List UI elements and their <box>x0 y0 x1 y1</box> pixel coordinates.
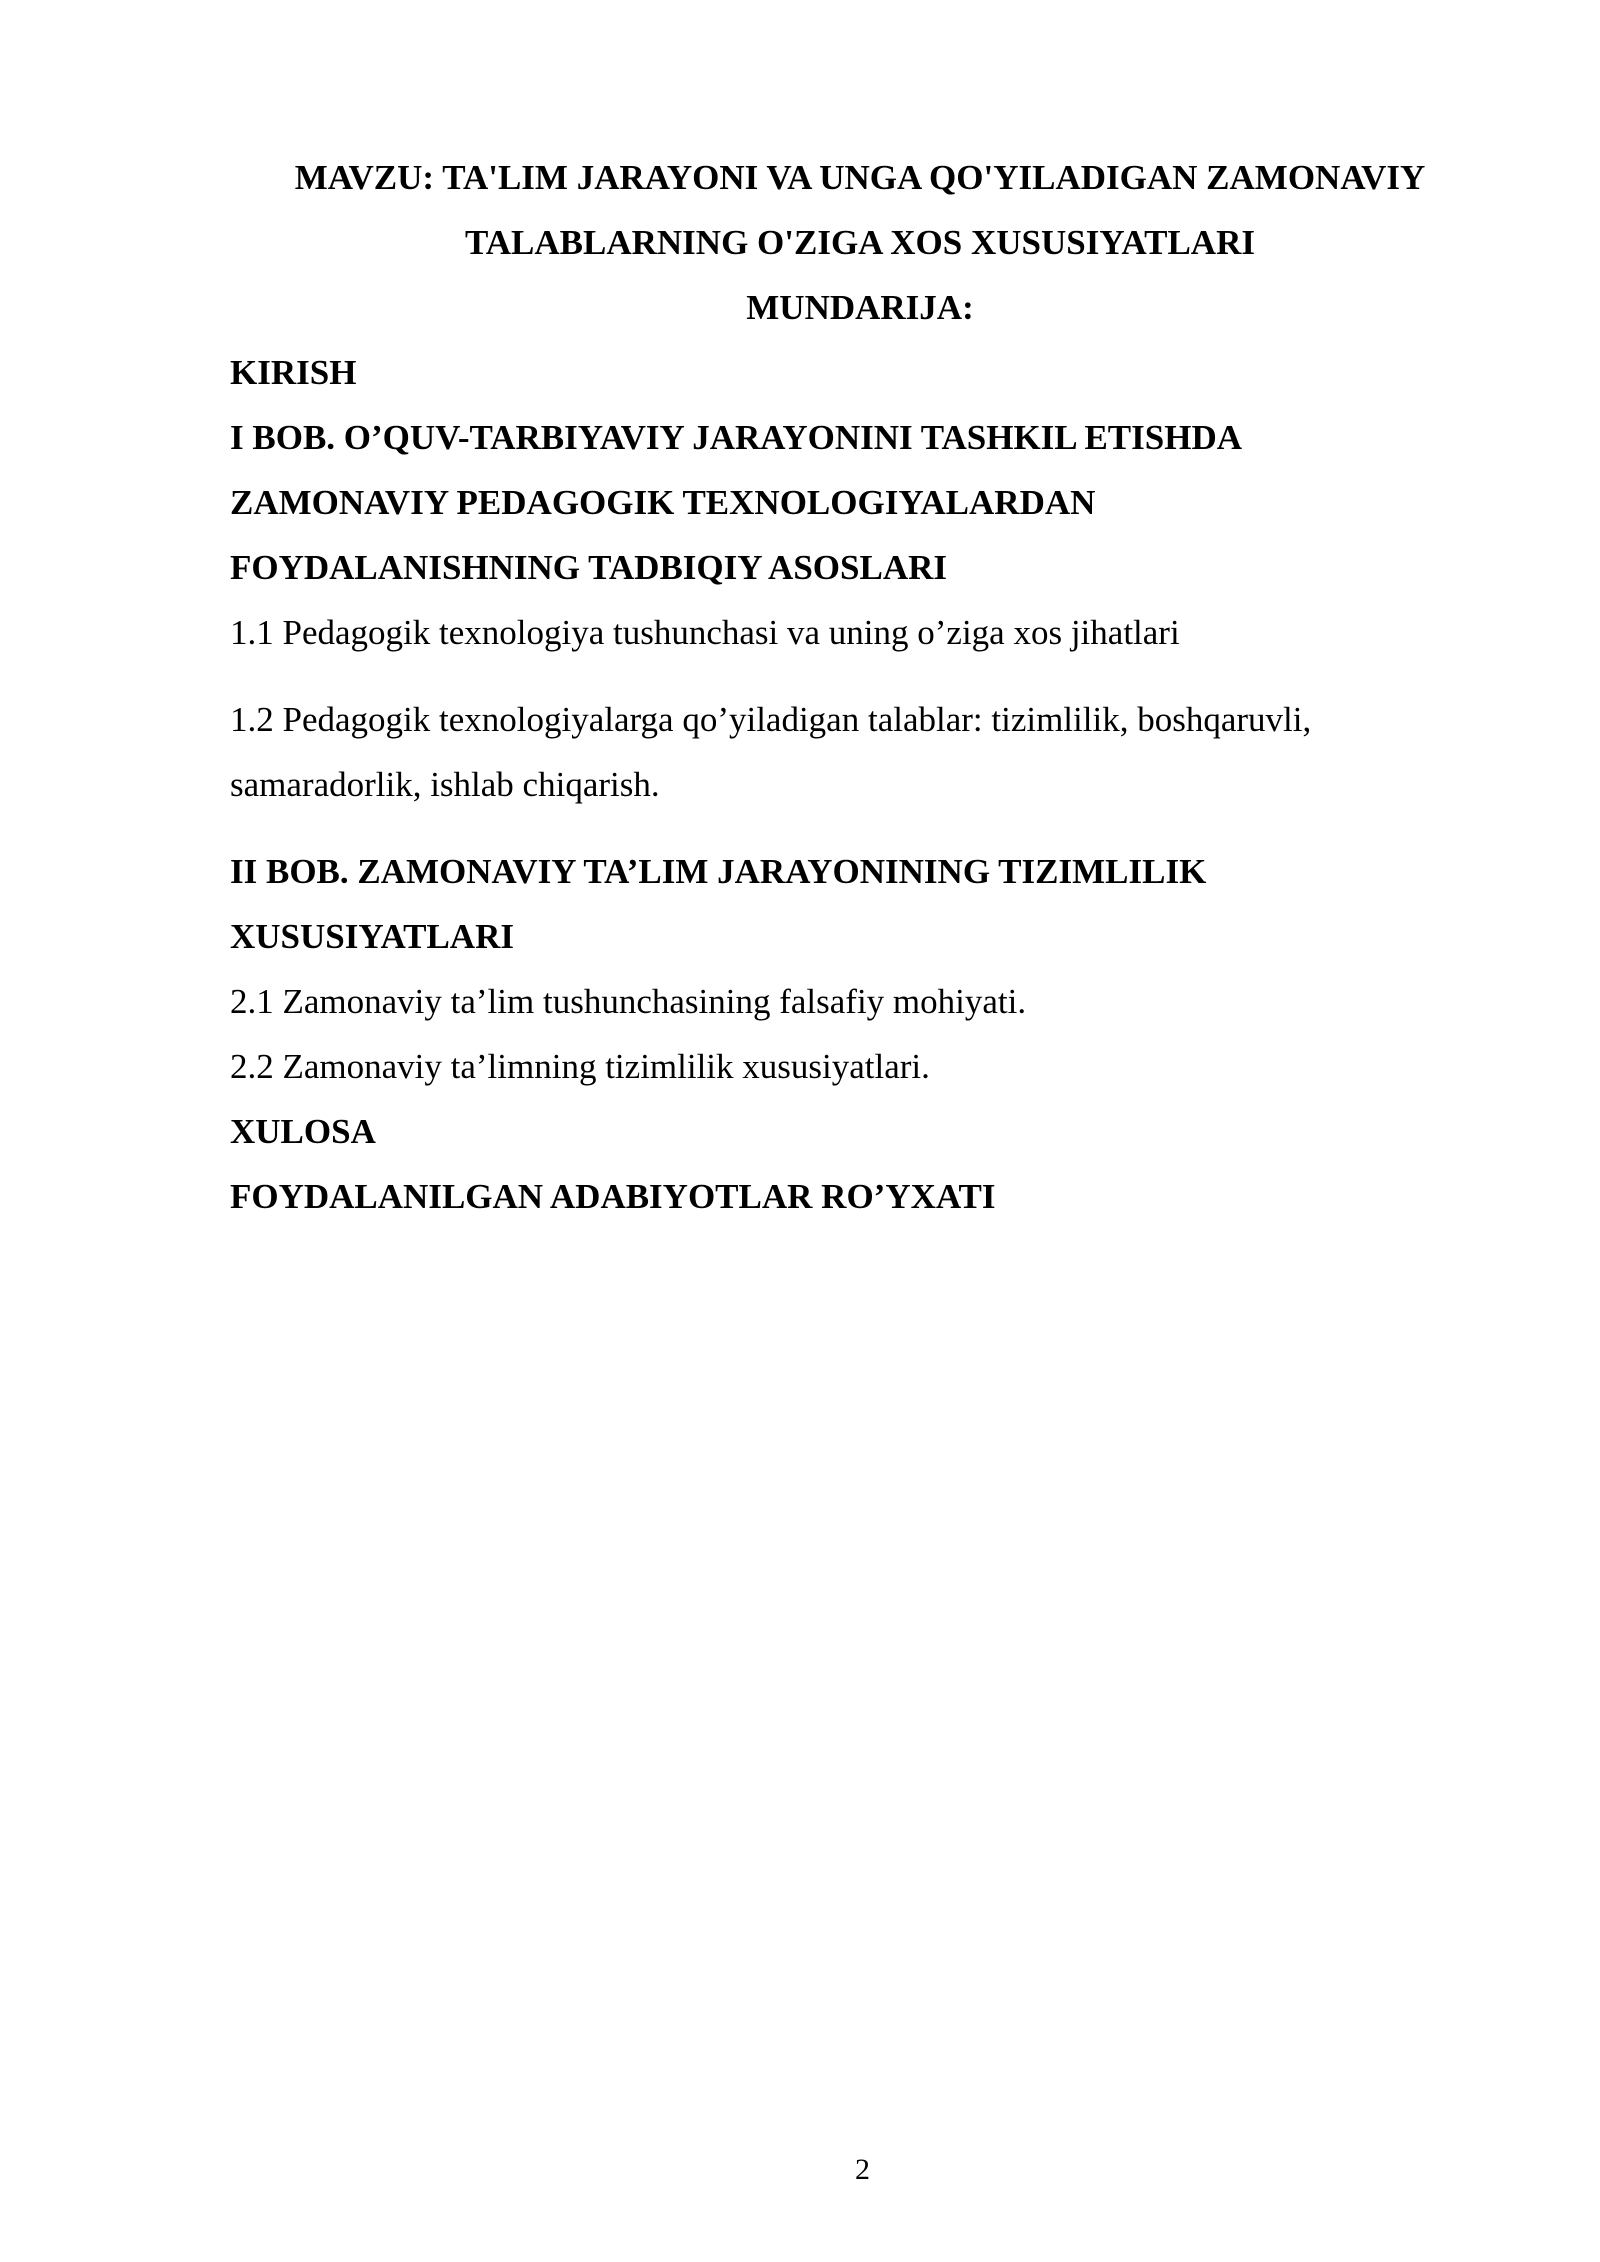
toc-conclusion: XULOSA <box>230 1112 376 1151</box>
toc-section-1-1: 1.1 Pedagogik texnologiya tushunchasi va uning o’ziga xos jihatlari <box>230 613 1180 652</box>
toc-intro: KIRISH <box>230 353 357 392</box>
toc-chapter1-line-1: I BOB. O’QUV-TARBIYAVIY JARAYONINI TASHKIL ETISHDA <box>230 418 1243 457</box>
toc-chapter2-line-1: II BOB. ZAMONAVIY TA’LIM JARAYONINING TIZIMLILIK <box>230 852 1207 891</box>
toc-section-1-2-line-2: samaradorlik, ishlab chiqarish. <box>230 765 660 804</box>
toc-references: FOYDALANILGAN ADABIYOTLAR RO’YXATI <box>230 1177 996 1216</box>
toc-chapter2-line-2: XUSUSIYATLARI <box>230 917 514 956</box>
contents-heading: MUNDARIJA: <box>746 288 974 327</box>
toc-section-1-2-line-1: 1.2 Pedagogik texnologiyalarga qo’yiladigan talablar: tizimlilik, boshqaruvli, <box>230 700 1312 739</box>
toc-section-2-1: 2.1 Zamonaviy ta’lim tushunchasining falsafiy mohiyati. <box>230 982 1027 1021</box>
title-line-1: MAVZU: TA'LIM JARAYONI VA UNGA QO'YILADIGAN ZAMONAVIY <box>294 158 1426 197</box>
toc-chapter1-line-3: FOYDALANISHNING TADBIQIY ASOSLARI <box>230 548 948 587</box>
toc-chapter1-line-2: ZAMONAVIY PEDAGOGIK TEXNOLOGIYALARDAN <box>230 483 1096 522</box>
toc-section-2-2: 2.2 Zamonaviy ta’limning tizimlilik xususiyatlari. <box>230 1047 930 1086</box>
title-line-2: TALABLARNING O'ZIGA XOS XUSUSIYATLARI <box>465 223 1255 262</box>
page-number: 2 <box>855 2153 870 2186</box>
page-content <box>230 145 1490 1229</box>
